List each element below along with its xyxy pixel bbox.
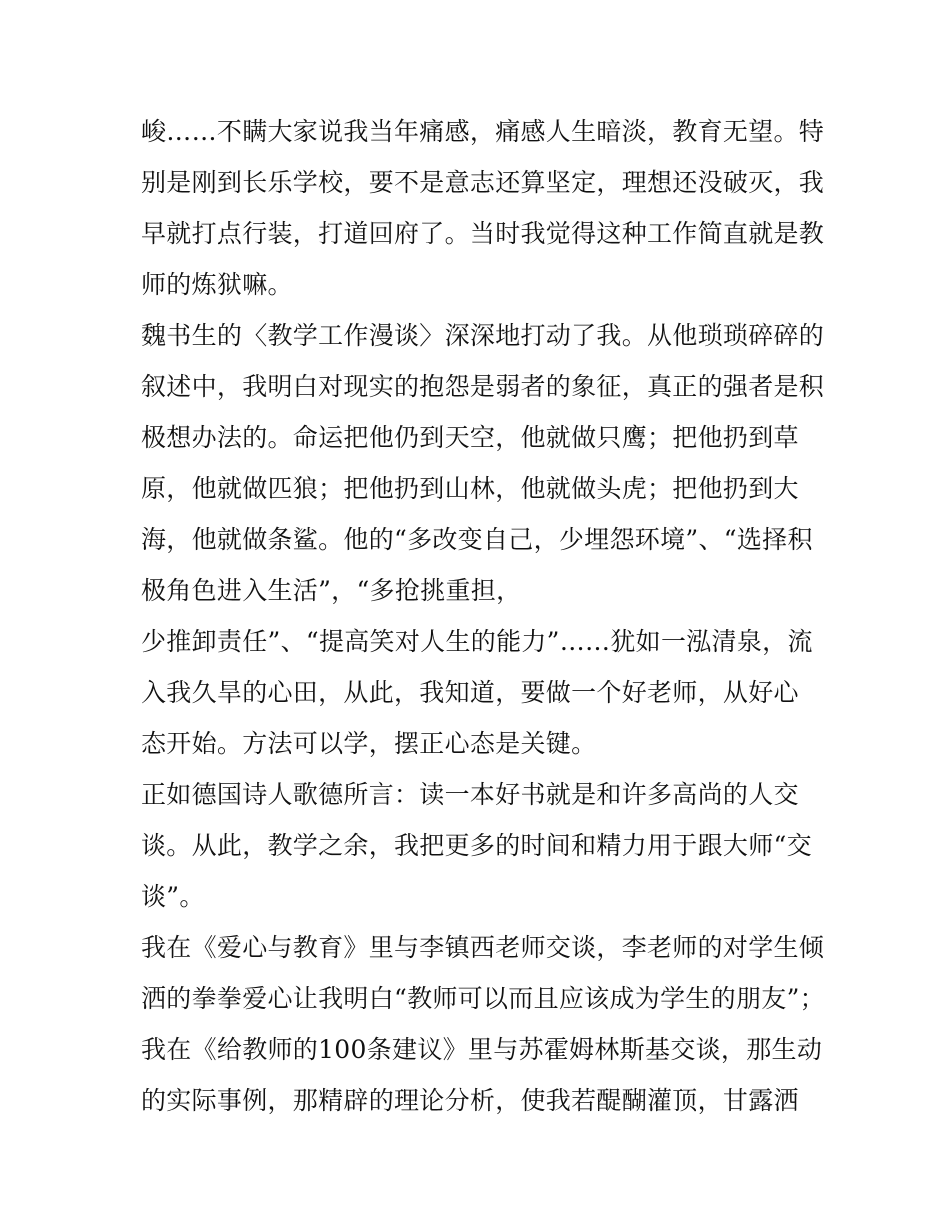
text-line: 海，他就做条鲨。他的“多改变自己，少埋怨环境”、“选择积 (141, 525, 813, 554)
text-line: 魏书生的〈教学工作漫谈〉深深地打动了我。从他琐琐碎碎的 (141, 321, 825, 350)
text-line: 谈。从此，教学之余，我把更多的时间和精力用于跟大师“交 (141, 831, 812, 860)
text-line: 洒的拳拳爱心让我明白“教师可以而且应该成为学生的朋友”； (141, 984, 825, 1013)
text-line: 入我久旱的心田，从此，我知道，要做一个好老师，从好心 (141, 678, 799, 707)
text-line: 的实际事例，那精辟的理论分析，使我若醍醐灌顶，甘露洒 (141, 1086, 799, 1115)
text-line: 极想办法的。命运把他仍到天空，他就做只鹰；把他扔到草 (141, 423, 799, 452)
text-line: 早就打点行装，打道回府了。当时我觉得这种工作简直就是教 (141, 219, 825, 248)
text-line: 峻……不瞒大家说我当年痛感，痛感人生暗淡，教育无望。特 (141, 117, 825, 146)
text-line: 原，他就做匹狼；把他扔到山林，他就做头虎；把他扔到大 (141, 474, 799, 503)
text-line: 正如德国诗人歌德所言：读一本好书就是和许多高尚的人交 (141, 780, 799, 809)
text-line: 态开始。方法可以学，摆正心态是关键。 (141, 729, 597, 758)
text-line: 我在《给教师的100条建议》里与苏霍姆林斯基交谈，那生动 (141, 1035, 823, 1064)
text-line: 别是刚到长乐学校，要不是意志还算坚定，理想还没破灭，我 (141, 168, 825, 197)
body-text (141, 106, 825, 1126)
text-line: 谈”。 (141, 882, 205, 911)
text-line: 少推卸责任”、“提高笑对人生的能力”……犹如一泓清泉，流 (141, 627, 813, 656)
text-line: 我在《爱心与教育》里与李镇西老师交谈，李老师的对学生倾 (141, 933, 825, 962)
text-line: 叙述中，我明白对现实的抱怨是弱者的象征，真正的强者是积 (141, 372, 825, 401)
text-line: 极角色进入生活”，“多抢挑重担， (141, 576, 522, 605)
text-line: 师的炼狱嘛。 (141, 270, 293, 299)
